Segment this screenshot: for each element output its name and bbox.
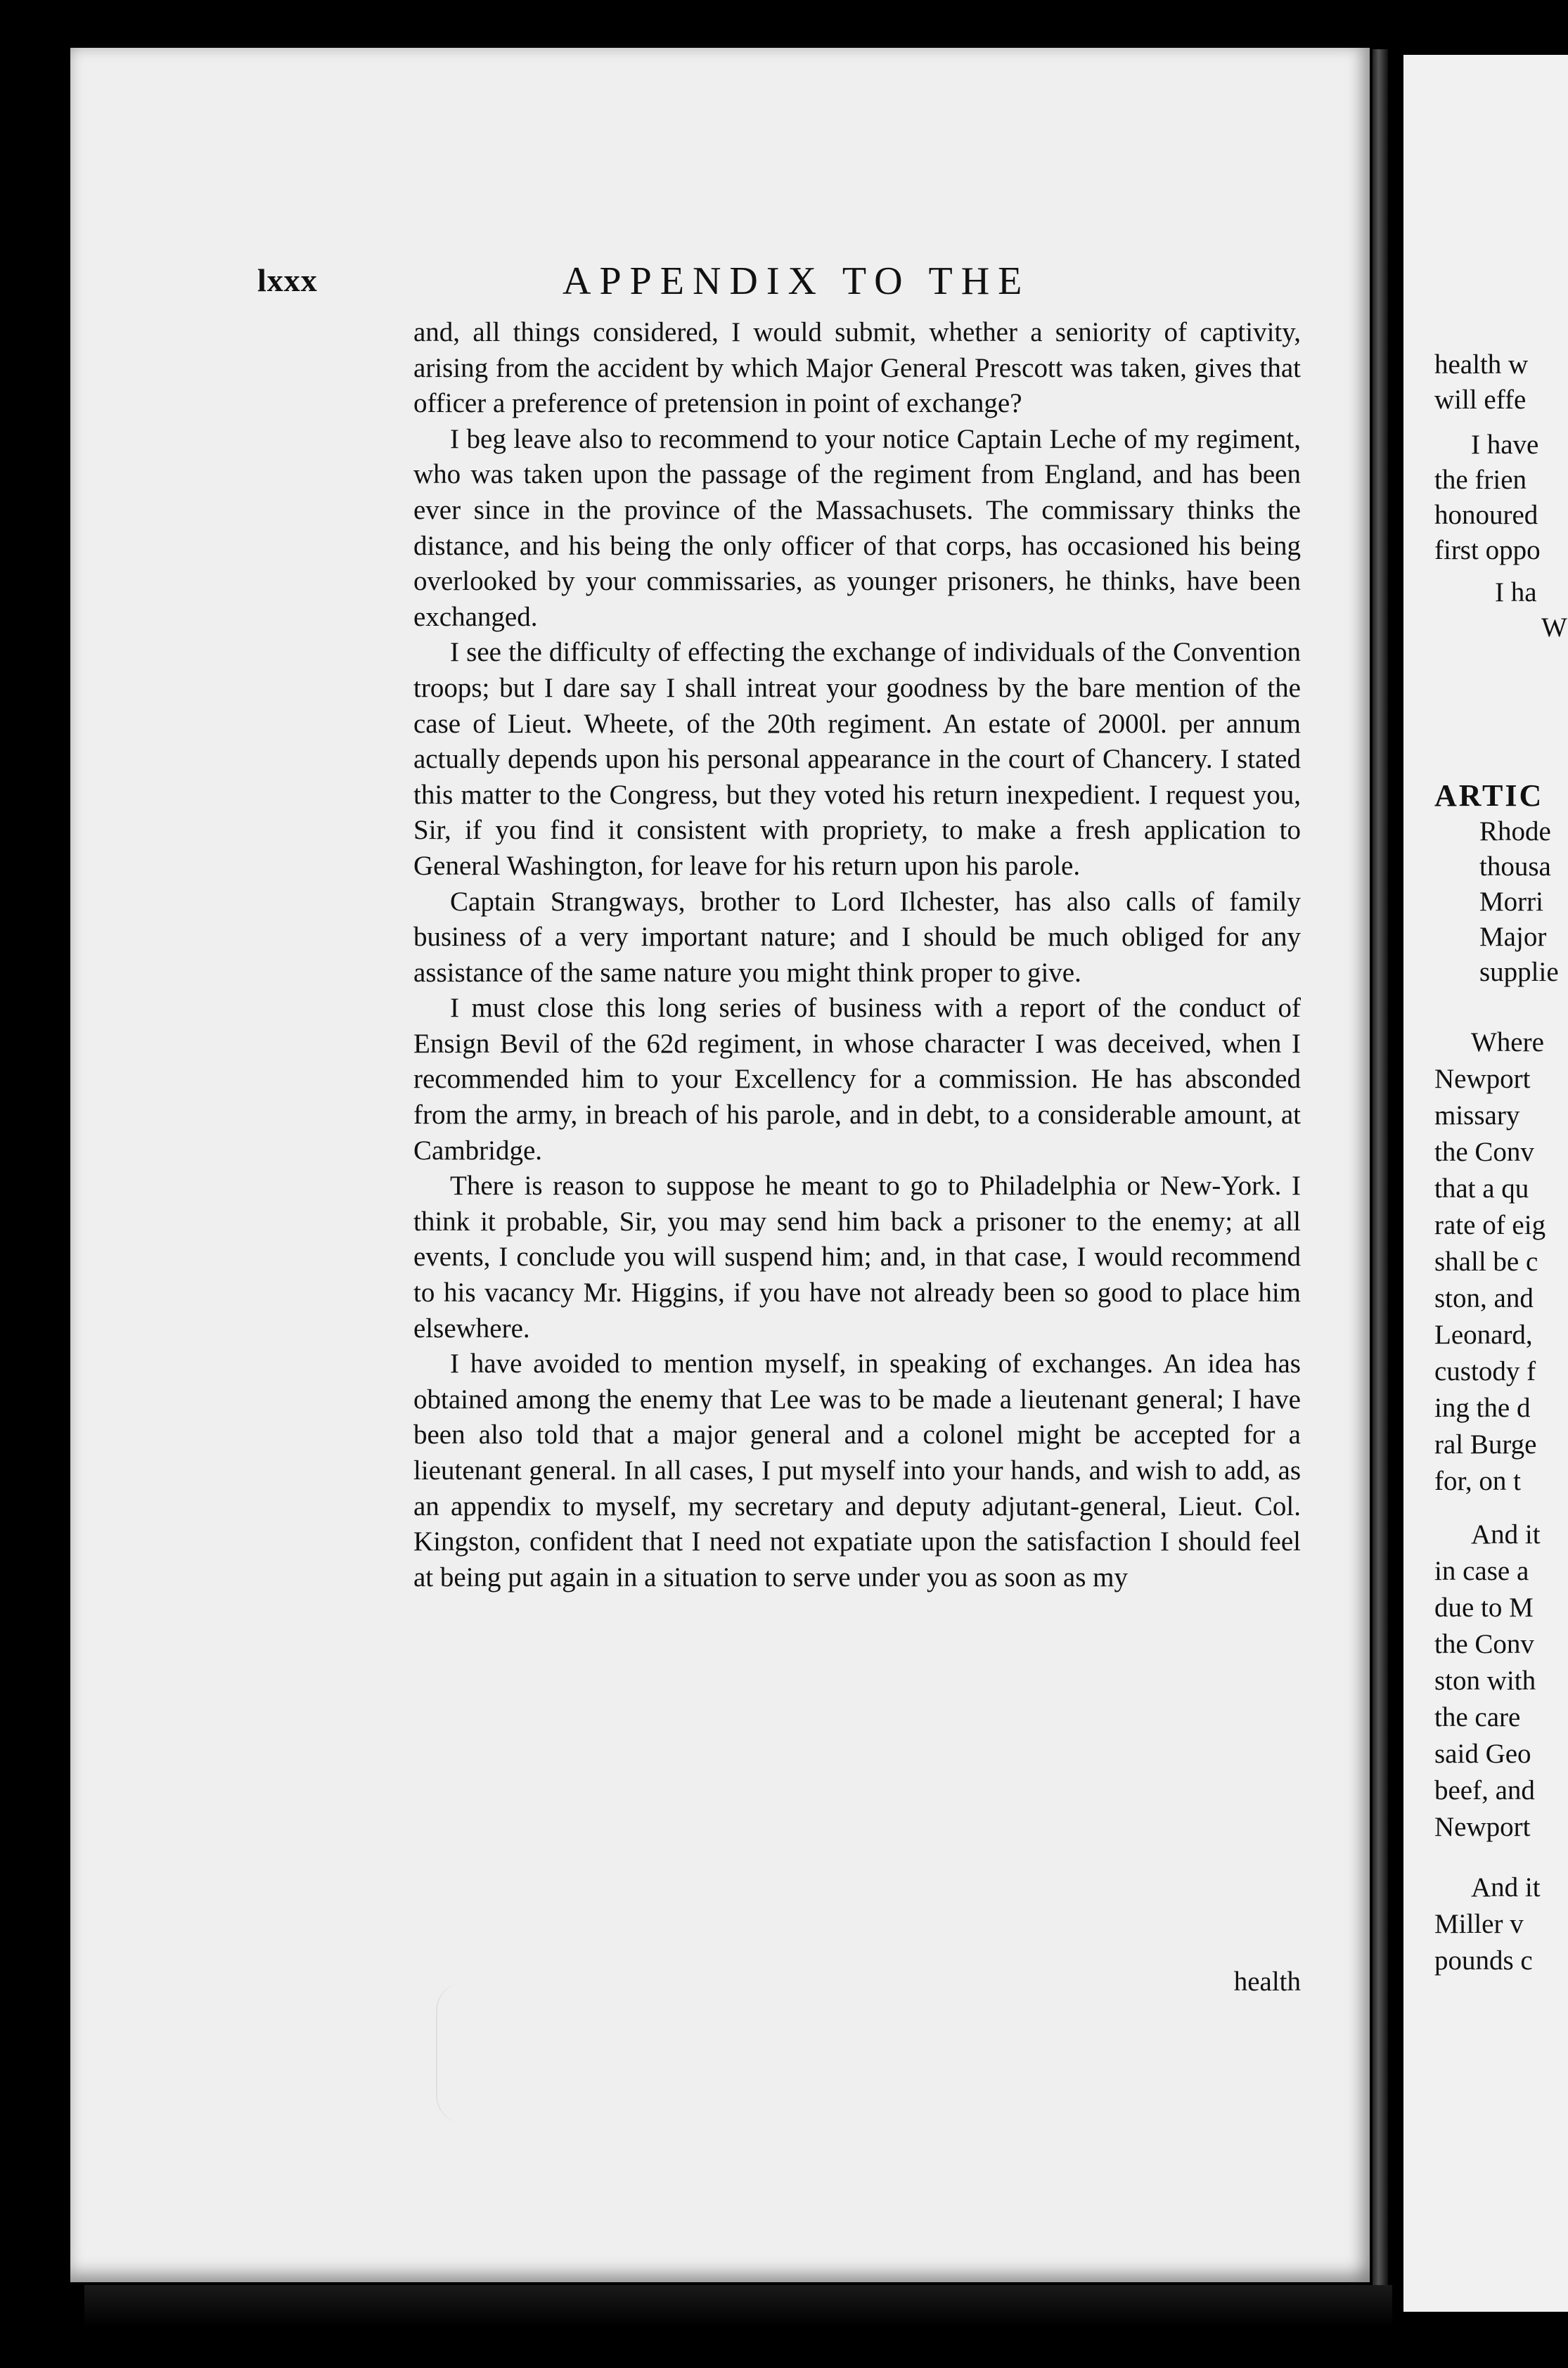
page-bottom-edge — [84, 2285, 1392, 2327]
right-line: Where — [1471, 1027, 1544, 1057]
running-title: APPENDIX TO THE — [563, 259, 1031, 303]
paragraph: and, all things considered, I would submit, whether a seniority of captivity, arising from the accident by which Major General Prescott was taken, gives that officer a preference of pretension in point of exchange? — [413, 317, 1301, 419]
right-line: for, on t — [1434, 1466, 1521, 1496]
right-line: in case a — [1434, 1556, 1529, 1586]
page-gutter — [1373, 49, 1388, 2285]
right-page — [1403, 55, 1568, 2312]
right-line: said Geo — [1434, 1739, 1531, 1769]
right-line: supplie — [1479, 957, 1559, 987]
right-line: beef, and — [1434, 1775, 1535, 1806]
right-line: Newport — [1434, 1064, 1531, 1094]
paragraph: There is reason to suppose he meant to go to Philadelphia or New-York. I think it probable, Sir, you may send him back a prisoner to the enemy; at all events, I conclude you will suspend him; and, in that case, I would recommend to his vacancy Mr. Higgins, if you have not already been so good to place him elsewhere. — [413, 1171, 1301, 1344]
right-line: Miller v — [1434, 1909, 1524, 1939]
right-line: health w — [1434, 349, 1529, 380]
right-line: Newport — [1434, 1812, 1531, 1842]
paragraph: I must close this long series of business with a report of the conduct of Ensign Bevil of the 62d regiment, in whose character I was deceived, when I recommended him to your Excellency for a commission. He has absconded from the army, in breach of his parole, and in debt, to a considerable amount, at Cambridge. — [413, 993, 1301, 1166]
right-line: will effe — [1434, 385, 1527, 415]
right-line: missary — [1434, 1100, 1520, 1131]
running-header — [257, 259, 1308, 309]
right-line: ing the d — [1434, 1393, 1531, 1423]
right-line: custody f — [1434, 1356, 1536, 1386]
right-line: the Conv — [1434, 1629, 1534, 1659]
right-line: the Conv — [1434, 1137, 1534, 1167]
right-line: W — [1541, 612, 1567, 643]
paragraph: I beg leave also to recommend to your notice Captain Leche of my regiment, who was taken upon the passage of the regiment from England, and has been ever since in the province of the Massachusets. The commissary thinks the distance, and his being the only officer of that corps, has occasioned his being overlooked by your commissaries, as younger prisoners, he thinks, have been exchanged. — [413, 423, 1301, 632]
paragraph: I have avoided to mention myself, in speaking of exchanges. An idea has obtained among the enemy that Lee was to be made a lieutenant general; I have been also told that a major general and a colonel might be accepted for a lieutenant general. In all cases, I put myself into your hands, and wish to add, as an appendix to myself, my secretary and deputy adjutant-general, Lieut. Col. Kingston, confident that I need not expatiate upon the satisfaction I should feel at being put again in a situation to serve under you as soon as my — [413, 1349, 1301, 1592]
paragraph: I see the difficulty of effecting the exchange of individuals of the Convention troops; but I dare say I shall intreat your goodness by the bare mention of the case of Lieut. Wheete, of the 20th regiment. An estate of 2000l. per annum actually depends upon his personal appearance in the court of Chancery. I stated this matter to the Congress, but they voted his return inexpedient. I request you, Sir, if you find it consistent with propriety, to make a fresh application to General Washington, for leave for his return upon his parole. — [413, 637, 1301, 881]
right-line: shall be c — [1434, 1247, 1538, 1277]
right-line: that a qu — [1434, 1173, 1529, 1204]
right-line: rate of eig — [1434, 1210, 1546, 1240]
right-line: ral Burge — [1434, 1429, 1537, 1460]
right-line: I have — [1471, 430, 1539, 460]
right-line: I ha — [1495, 577, 1537, 607]
right-line: And it — [1471, 1519, 1541, 1550]
catchword: health — [1233, 1967, 1301, 1997]
right-line: ston with — [1434, 1666, 1536, 1696]
right-line: honoured — [1434, 500, 1538, 530]
right-line: the care — [1434, 1702, 1521, 1732]
right-line: Rhode — [1479, 816, 1551, 847]
paragraph: Captain Strangways, brother to Lord Ilchester, has also calls of family business of a very important nature; and I should be much obliged for any assistance of the same nature you might think proper to give. — [413, 886, 1301, 988]
right-line: Major — [1479, 922, 1547, 952]
right-line: pounds c — [1434, 1945, 1533, 1976]
right-line: Leonard, — [1434, 1320, 1533, 1350]
article-heading: ARTIC — [1434, 778, 1544, 813]
right-line: due to M — [1434, 1592, 1534, 1623]
right-line: ston, and — [1434, 1283, 1534, 1313]
right-line: first oppo — [1434, 535, 1541, 565]
right-line: Morri — [1479, 887, 1543, 917]
right-line: And it — [1471, 1872, 1541, 1903]
paper-stain — [436, 1983, 648, 2123]
right-line: the frien — [1434, 465, 1527, 495]
body-text — [413, 315, 1301, 1595]
page-number: lxxx — [257, 262, 318, 298]
right-line: thousa — [1479, 851, 1551, 882]
